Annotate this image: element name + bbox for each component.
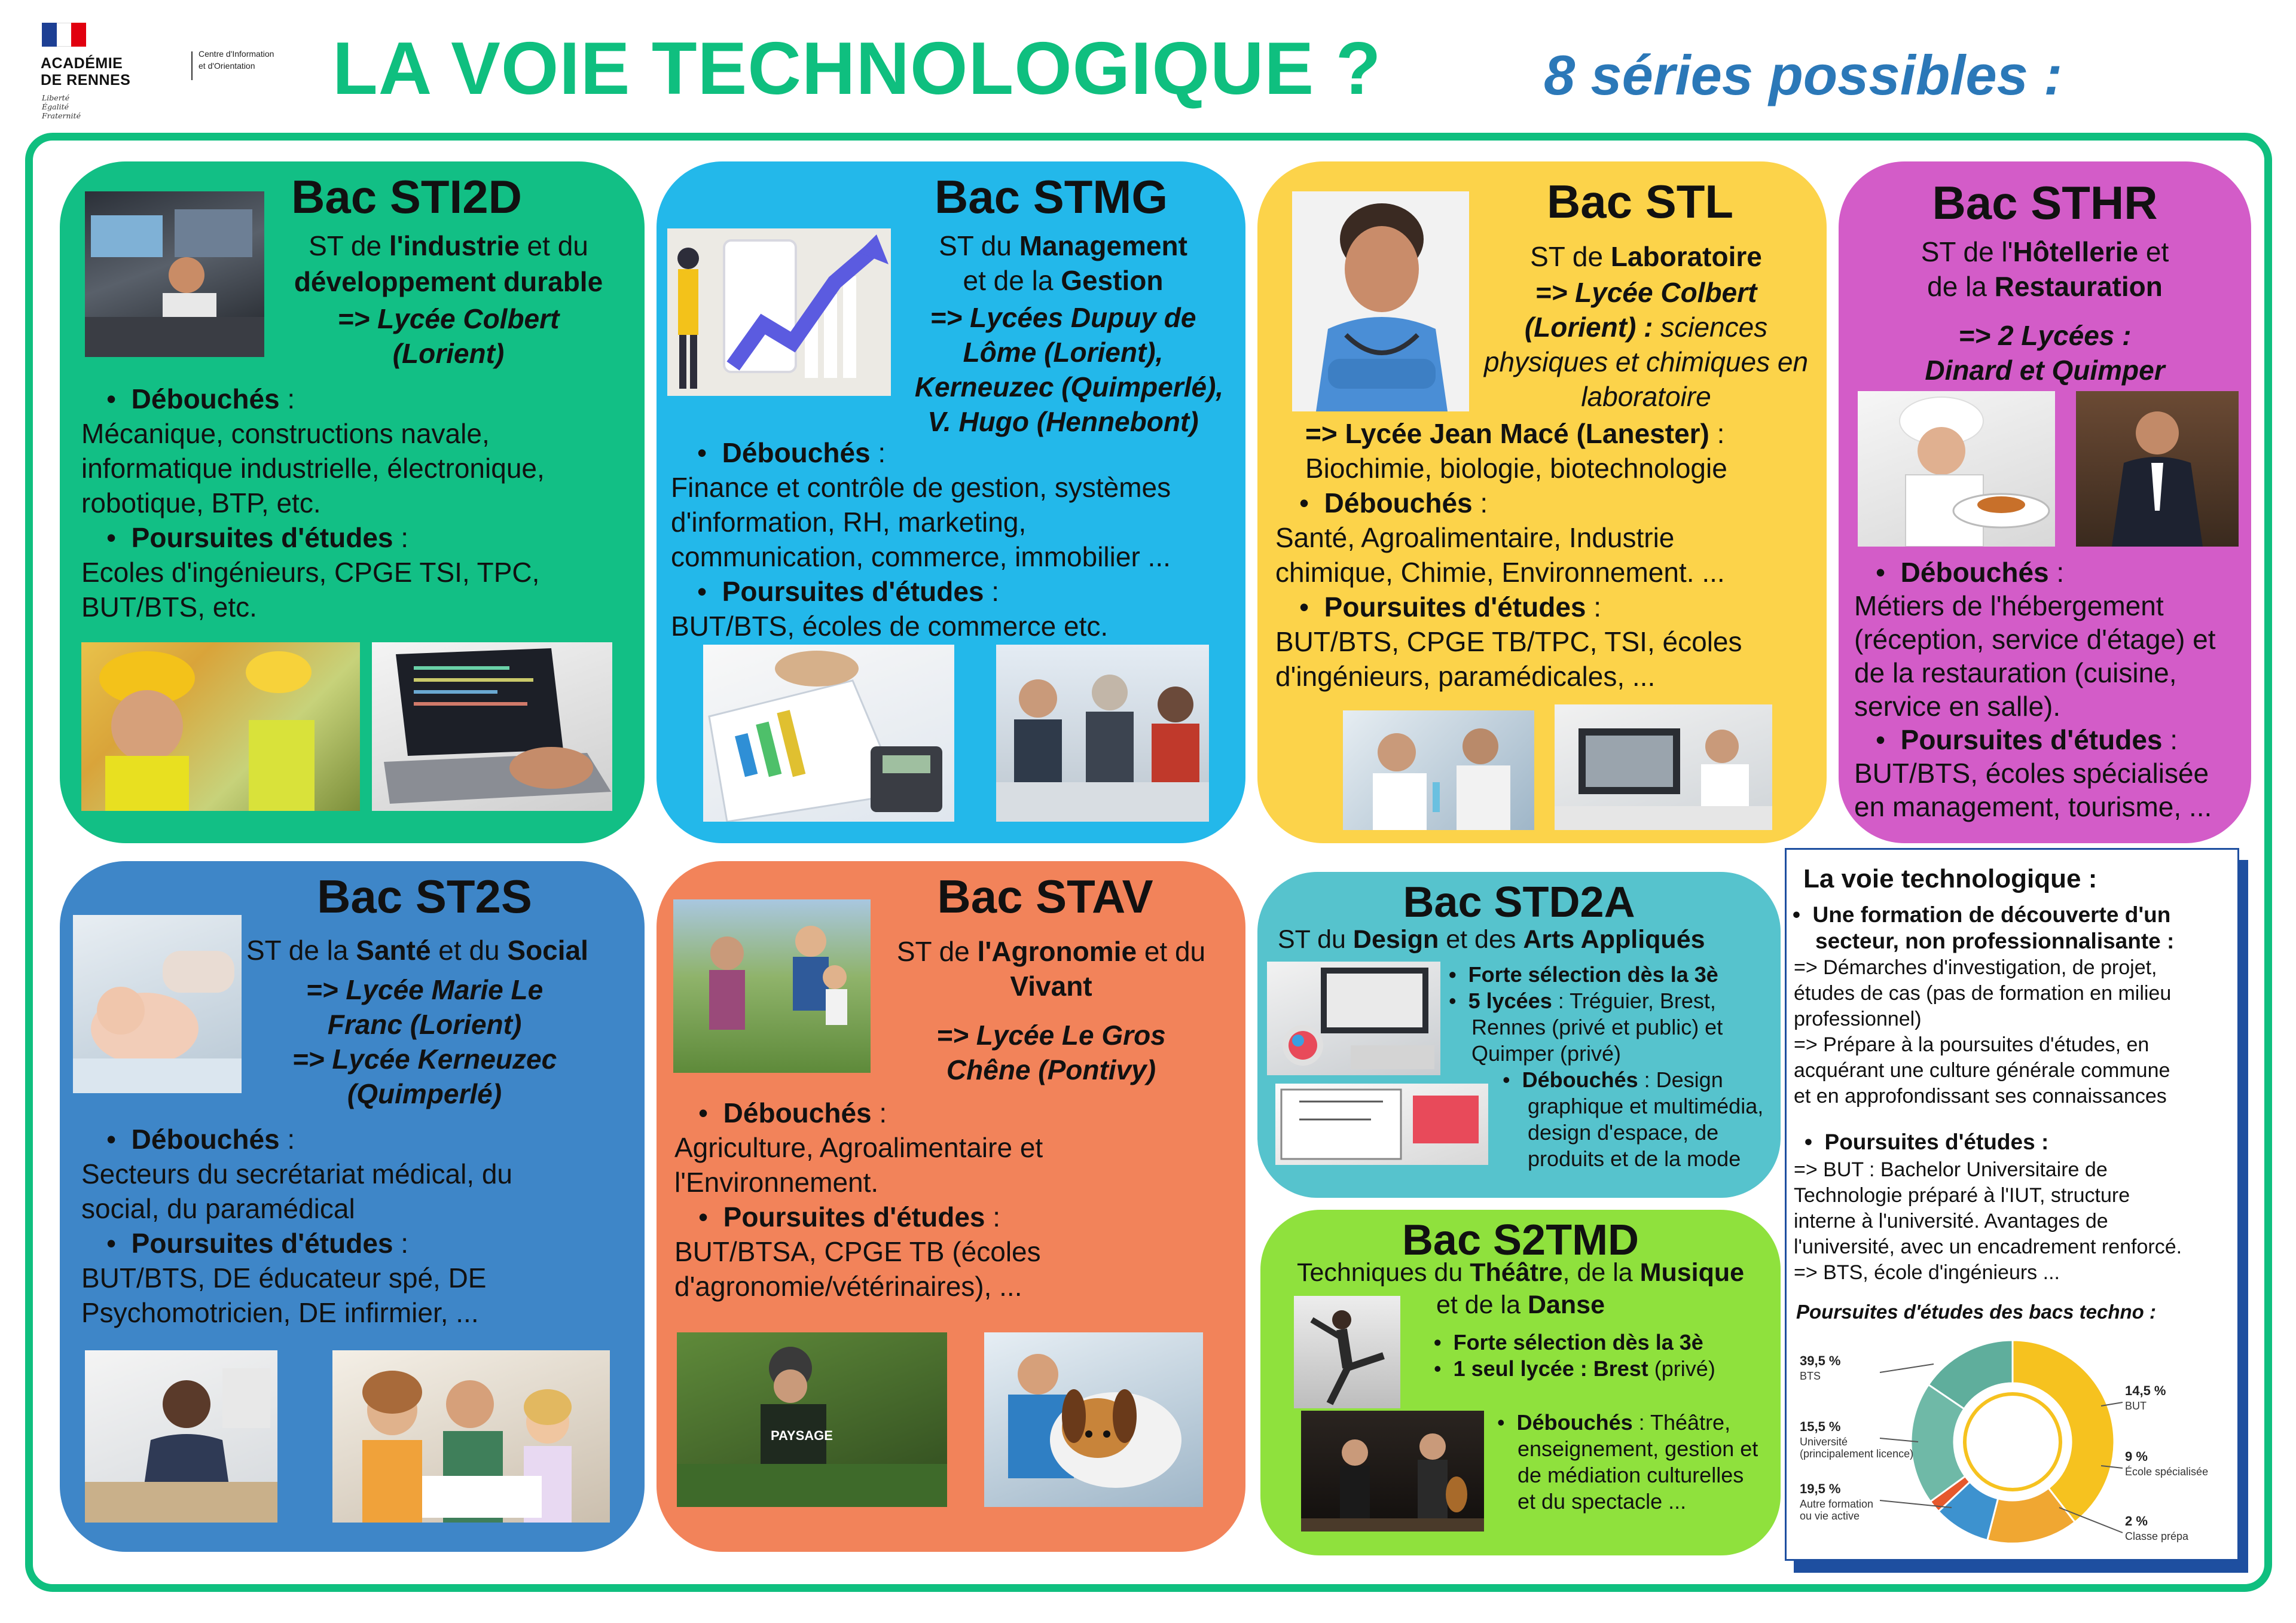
photo-finance-charts: [703, 645, 954, 822]
donut-label-universite-principalement-licence-2: (principalement licence): [1800, 1448, 1914, 1460]
photo-growth-chart: [667, 228, 891, 396]
st2s-lycee-1-city: Franc (Lorient): [327, 1009, 522, 1040]
info-bullet-1-line2: secteur, non professionnalisante :: [1815, 929, 2175, 953]
stmg-poursuites-1: BUT/BTS, écoles de commerce etc.: [671, 611, 1109, 642]
donut-label-autre-formation-ou-vie-active: Autre formation: [1800, 1498, 1874, 1510]
sti2d-debouches-2: informatique industrielle, électronique,: [81, 453, 545, 484]
stl-debouches-label: • Débouchés :: [1299, 487, 1488, 518]
stav-lycee-city: Chêne (Pontivy): [946, 1054, 1156, 1085]
poursuites-donut-chart: [1790, 1328, 2235, 1555]
info-bullet-1: • Une formation de découverte d'un: [1793, 902, 2171, 927]
stl-lycee-mace: => Lycée Jean Macé (Lanester) :: [1305, 418, 1725, 449]
stl-debouches-1: Santé, Agroalimentaire, Industrie: [1275, 522, 1675, 553]
stl-line3: (Lorient) : sciences: [1524, 312, 1768, 343]
photo-construction-workers: [81, 642, 360, 811]
republic-motto: Liberté Égalité Fraternité: [42, 93, 81, 120]
stav-poursuites-1: BUT/BTSA, CPGE TB (écoles: [674, 1236, 1041, 1267]
page-title: LA VOIE TECHNOLOGIQUE ?: [332, 28, 1382, 110]
stl-lycee-colbert: => Lycée Colbert: [1535, 277, 1757, 308]
sti2d-debouches-label: • Débouchés :: [106, 383, 295, 414]
stl-poursuites-1: BUT/BTS, CPGE TB/TPC, TSI, écoles: [1275, 626, 1742, 657]
info-but-3: interne à l'université. Avantages de: [1794, 1210, 2108, 1232]
stmg-debouches-3: communication, commerce, immobilier ...: [671, 541, 1171, 572]
card-std2a: [1257, 872, 1781, 1198]
std2a-bullet-1: • Forte sélection dès la 3è: [1449, 962, 1718, 987]
sti2d-debouches-1: Mécanique, constructions navale,: [81, 418, 490, 449]
info-but-1: => BUT : Bachelor Universitaire de: [1794, 1158, 2108, 1181]
st2s-poursuites-label: • Poursuites d'études :: [106, 1228, 409, 1259]
stmg-line2: et de la Gestion: [963, 265, 1164, 296]
photo-lab-researchers: [1343, 710, 1534, 830]
stmg-poursuites-label: • Poursuites d'études :: [697, 576, 1000, 607]
sthr-debouches-3: de la restauration (cuisine,: [1854, 657, 2177, 688]
stav-debouches-2: l'Environnement.: [674, 1167, 879, 1198]
stav-lycee: => Lycée Le Gros: [936, 1020, 1166, 1051]
st2s-lycee-1: => Lycée Marie Le: [306, 974, 544, 1005]
donut-label-bts: BTS: [1800, 1370, 1821, 1382]
s2tmd-debouches: • Débouchés : Théâtre,: [1497, 1410, 1731, 1435]
donut-value-bts: 39,5 %: [1800, 1353, 1841, 1368]
s2tmd-line2: et de la Danse: [1436, 1291, 1605, 1319]
card-st2s: [60, 861, 645, 1552]
stav-debouches-1: Agriculture, Agroalimentaire et: [674, 1132, 1043, 1163]
stmg-debouches-label: • Débouchés :: [697, 437, 886, 468]
photo-dancer: [1294, 1296, 1400, 1408]
info-text-2: études de cas (pas de formation en milieu: [1794, 982, 2172, 1005]
info-bts: => BTS, école d'ingénieurs ...: [1794, 1261, 2060, 1284]
donut-value-classe-prepa: 2 %: [2125, 1514, 2148, 1529]
st2s-lycee-2-city: (Quimperlé): [347, 1078, 502, 1109]
photo-hotel-manager: [2076, 391, 2239, 547]
sthr-debouches-4: service en salle).: [1854, 691, 2061, 722]
s2tmd-bullet-1: • Forte sélection dès la 3è: [1434, 1330, 1703, 1354]
donut-center: [1955, 1384, 2070, 1499]
sti2d-title: Bac STI2D: [291, 170, 522, 223]
stl-debouches-2: chimique, Chimie, Environnement. ...: [1275, 557, 1725, 588]
card-sti2d: [60, 161, 645, 843]
stav-line2: Vivant: [1010, 971, 1092, 1002]
stmg-lycee-2: Lôme (Lorient),: [963, 337, 1164, 368]
std2a-debouches-3: design d'espace, de: [1528, 1120, 1719, 1145]
stav-poursuites-2: d'agronomie/vétérinaires), ...: [674, 1271, 1022, 1302]
donut-label-autre-formation-ou-vie-active-2: ou vie active: [1800, 1510, 1860, 1522]
stl-poursuites-label: • Poursuites d'études :: [1299, 591, 1602, 623]
st2s-poursuites-2: Psychomotricien, DE infirmier, ...: [81, 1297, 479, 1328]
photo-veterinary-dog: [984, 1332, 1203, 1507]
academie-logo: [37, 23, 294, 124]
sthr-poursuites-1: BUT/BTS, écoles spécialisée: [1854, 758, 2209, 789]
photo-lab-doctor: [1292, 191, 1469, 411]
info-but-2: Technologie préparé à l'IUT, structure: [1794, 1184, 2130, 1207]
std2a-line1: ST du Design et des Arts Appliqués: [1278, 925, 1705, 954]
sthr-debouches-2: (réception, service d'étage) et: [1854, 624, 2216, 655]
stl-title: Bac STL: [1546, 175, 1734, 228]
paysage-shirt-text: PAYSAGE: [771, 1428, 833, 1443]
info-box: [1785, 848, 2239, 1561]
std2a-title: Bac STD2A: [1403, 878, 1635, 926]
info-text-1: => Démarches d'investigation, de projet,: [1794, 956, 2157, 979]
info-title: La voie technologique :: [1803, 864, 2097, 893]
card-stmg: [657, 161, 1245, 843]
std2a-debouches-4: produits et de la mode: [1528, 1146, 1741, 1171]
donut-value-autre-formation-ou-vie-active: 19,5 %: [1800, 1481, 1841, 1496]
cio-label: Centre d'Information et d'Orientation: [199, 49, 274, 71]
photo-business-handshake: [996, 645, 1209, 822]
stl-line7: Biochimie, biologie, biotechnologie: [1305, 453, 1727, 484]
photo-architecture-plans: [1275, 1084, 1488, 1165]
s2tmd-title: Bac S2TMD: [1402, 1216, 1639, 1264]
stl-line5: laboratoire: [1581, 381, 1711, 412]
donut-label-ecole-specialisee: École spécialisée: [2125, 1466, 2209, 1478]
stmg-title: Bac STMG: [934, 170, 1168, 223]
sthr-debouches-1: Métiers de l'hébergement: [1854, 590, 2164, 621]
sthr-line1: ST de l'Hôtellerie et: [1921, 236, 2169, 267]
st2s-title: Bac ST2S: [317, 870, 532, 923]
std2a-bullet-2: • 5 lycées : Tréguier, Brest,: [1449, 989, 1716, 1013]
photo-music-performance: [1301, 1411, 1484, 1532]
donut-label-universite-principalement-licence: Université: [1800, 1436, 1848, 1448]
sthr-debouches-label: • Débouchés :: [1876, 557, 2065, 588]
st2s-debouches-1: Secteurs du secrétariat médical, du: [81, 1158, 513, 1189]
photo-design-desk: [1267, 962, 1440, 1075]
st2s-debouches-label: • Débouchés :: [106, 1124, 295, 1155]
photo-laptop-code: [372, 642, 612, 811]
donut-value-ecole-specialisee: 9 %: [2125, 1449, 2148, 1464]
st2s-line1: ST de la Santé et du Social: [246, 935, 588, 966]
sthr-poursuites-2: en management, tourisme, ...: [1854, 791, 2212, 822]
info-text-6: et en approfondissant ses connaissances: [1794, 1085, 2167, 1108]
photo-family: [332, 1350, 610, 1523]
info-text-4: => Prépare à la poursuites d'études, en: [1794, 1033, 2150, 1056]
stmg-lycee-3: Kerneuzec (Quimperlé),: [914, 371, 1224, 402]
std2a-debouches-2: graphique et multimédia,: [1528, 1094, 1764, 1118]
stmg-debouches-1: Finance et contrôle de gestion, systèmes: [671, 472, 1171, 503]
card-stav: [657, 861, 1245, 1552]
std2a-bullet-2-line2: Rennes (privé et public) et: [1471, 1015, 1723, 1039]
photo-social-worker: [85, 1350, 277, 1523]
info-chart-title: Poursuites d'études des bacs techno :: [1796, 1301, 2156, 1323]
s2tmd-line1: Techniques du Théâtre, de la Musique: [1296, 1258, 1745, 1287]
photo-chef: [1858, 391, 2055, 547]
sti2d-line2: développement durable: [294, 266, 603, 297]
sthr-lycees-cities: Dinard et Quimper: [1925, 355, 2165, 386]
donut-label-but: BUT: [2125, 1400, 2147, 1412]
stl-line4: physiques et chimiques en: [1483, 346, 1809, 377]
stl-poursuites-2: d'ingénieurs, paramédicales, ...: [1275, 661, 1656, 692]
photo-lab-microscope: [1555, 704, 1772, 830]
donut-label-classe-prepa: Classe prépa: [2125, 1530, 2189, 1542]
stav-poursuites-label: • Poursuites d'études :: [698, 1201, 1001, 1232]
stl-line1: ST de Laboratoire: [1530, 241, 1762, 272]
sti2d-poursuites-1: Ecoles d'ingénieurs, CPGE TSI, TPC,: [81, 557, 540, 588]
stav-line1: ST de l'Agronomie et du: [896, 936, 1206, 967]
photo-landscaping: [677, 1332, 947, 1507]
stav-debouches-label: • Débouchés :: [698, 1097, 887, 1128]
sthr-title: Bac STHR: [1932, 176, 2158, 229]
logo-separator: [191, 51, 193, 80]
s2tmd-debouches-4: et du spectacle ...: [1518, 1489, 1687, 1514]
st2s-lycee-2: => Lycée Kerneuzec: [292, 1044, 557, 1075]
info-text-5: acquérant une culture générale commune: [1794, 1059, 2170, 1082]
s2tmd-bullet-2: • 1 seul lycée : Brest (privé): [1434, 1356, 1715, 1381]
stmg-lycee-4: V. Hugo (Hennebont): [927, 406, 1199, 437]
sti2d-poursuites-2: BUT/BTS, etc.: [81, 591, 257, 623]
sthr-poursuites-label: • Poursuites d'études :: [1876, 724, 2178, 755]
stmg-line1: ST du Management: [939, 230, 1187, 261]
donut-value-universite-principalement-licence: 15,5 %: [1800, 1419, 1841, 1434]
std2a-bullet-2-line3: Quimper (privé): [1471, 1041, 1622, 1066]
st2s-debouches-2: social, du paramédical: [81, 1193, 355, 1224]
sti2d-poursuites-label: • Poursuites d'études :: [106, 522, 409, 553]
donut-value-but: 14,5 %: [2125, 1383, 2166, 1398]
page-subtitle: 8 séries possibles :: [1544, 44, 2063, 106]
s2tmd-debouches-2: enseignement, gestion et: [1518, 1436, 1758, 1461]
info-but-4: l'université, avec un encadrement renforcé.: [1794, 1235, 2182, 1258]
card-stl: [1257, 161, 1827, 843]
sthr-line2: de la Restauration: [1927, 271, 2163, 302]
academie-name: ACADÉMIE DE RENNES: [41, 55, 131, 89]
info-bullet-2: • Poursuites d'études :: [1805, 1130, 2049, 1154]
donut-leader-bts: [1880, 1364, 1934, 1372]
std2a-debouches: • Débouchés : Design: [1503, 1067, 1723, 1092]
st2s-poursuites-1: BUT/BTS, DE éducateur spé, DE: [81, 1262, 487, 1293]
sti2d-line1: ST de l'industrie et du: [309, 230, 588, 261]
stmg-debouches-2: d'information, RH, marketing,: [671, 507, 1027, 538]
stav-title: Bac STAV: [937, 870, 1153, 923]
photo-farmers-field: [673, 899, 871, 1073]
stmg-lycee-1: => Lycées Dupuy de: [930, 302, 1196, 333]
info-text-3: professionnel): [1794, 1008, 1922, 1030]
french-flag-icon: [42, 23, 86, 47]
sti2d-lycee-city: (Lorient): [392, 338, 505, 369]
sti2d-lycee: => Lycée Colbert: [337, 303, 560, 334]
s2tmd-debouches-3: de médiation culturelles: [1518, 1463, 1744, 1487]
card-sthr: [1839, 161, 2251, 843]
sti2d-debouches-3: robotique, BTP, etc.: [81, 487, 321, 518]
sthr-lycees: => 2 Lycées :: [1958, 320, 2132, 351]
photo-newborn-care: [73, 915, 242, 1093]
card-s2tmd: [1260, 1210, 1781, 1555]
